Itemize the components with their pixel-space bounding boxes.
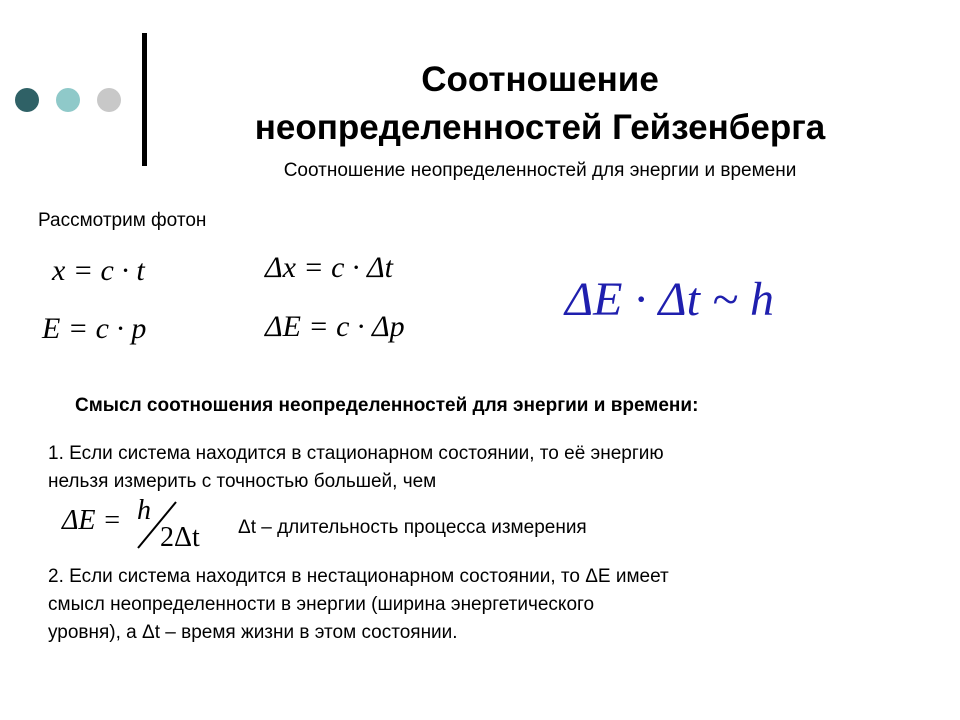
title-line-2: неопределенностей Гейзенберга <box>254 108 826 147</box>
dt-definition: Δt – длительность процесса измерения <box>238 517 587 538</box>
point-2-line-1: 2. Если система находится в нестационарном состоянии, то ΔE имеет <box>48 566 669 587</box>
title-line-1: Соотношение <box>421 60 659 99</box>
formula-dx: Δx = c · Δt <box>265 251 393 284</box>
formula-de-lhs: ΔE = <box>62 505 122 536</box>
fraction-numerator: h <box>137 495 151 526</box>
slide-title <box>150 56 930 152</box>
point-1-line-2: нельзя измерить с точностью большей, чем <box>48 471 437 492</box>
meaning-heading: Смысл соотношения неопределенностей для энергии и времени: <box>75 395 699 416</box>
decor-dot-1 <box>15 88 39 112</box>
decor-dot-2 <box>56 88 80 112</box>
title-divider <box>142 33 147 166</box>
formula-e: E = c · p <box>42 312 147 345</box>
formula-energy-time-relation: ΔE · Δt ~ h <box>565 273 774 326</box>
intro-text: Рассмотрим фотон <box>38 210 207 231</box>
formula-de: ΔE = c · Δp <box>265 310 405 343</box>
slide-subtitle: Соотношение неопределенностей для энергии и времени <box>283 160 797 181</box>
point-2-line-2: смысл неопределенности в энергии (ширина энергетического <box>48 594 595 615</box>
decor-dot-3 <box>97 88 121 112</box>
formula-x: x = c · t <box>52 254 145 287</box>
point-2-line-3: уровня), а Δt – время жизни в этом состоянии. <box>48 622 458 643</box>
point-1-line-1: 1. Если система находится в стационарном состоянии, то её энергию <box>48 443 664 464</box>
fraction-denominator: 2Δt <box>160 522 200 553</box>
